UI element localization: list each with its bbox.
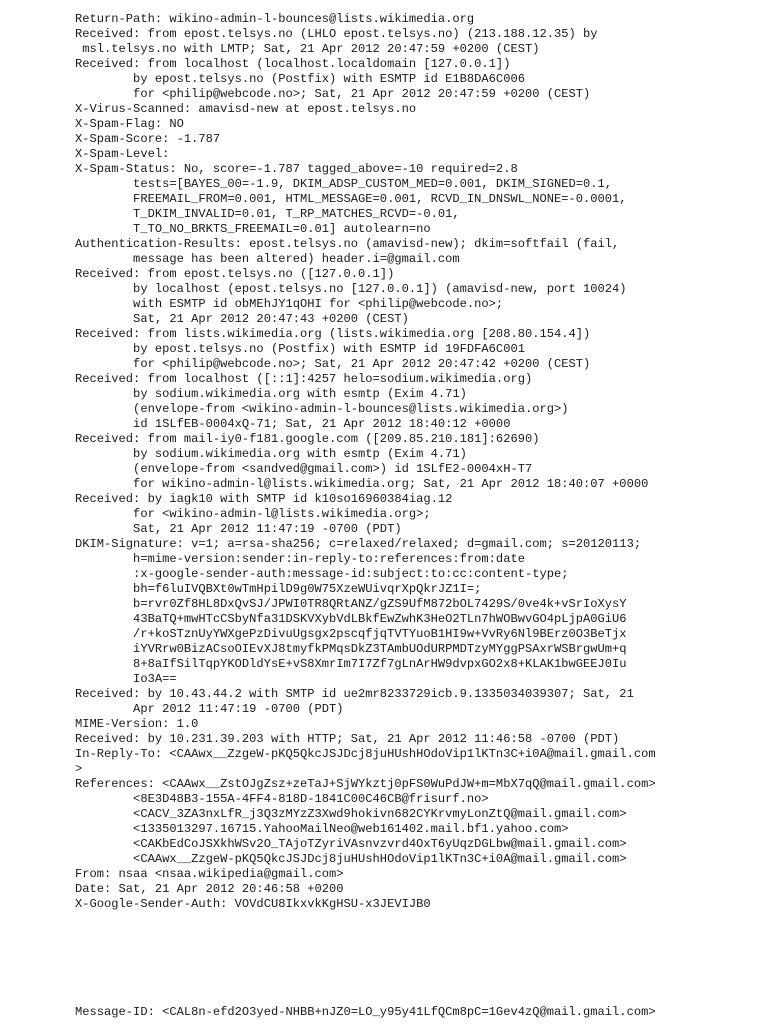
- header-line: References: <CAAwx__ZstOJgZsz+zeTaJ+SjWYkztj0pFS0WuPdJW+m=MbX7qQ@mail.gmail.com>: [75, 777, 656, 791]
- header-line: <1335013297.16715.YahooMailNeo@web161402.mail.bf1.yahoo.com>: [75, 822, 569, 836]
- header-line: >: [75, 762, 83, 776]
- header-line: Received: from localhost ([::1]:4257 helo=sodium.wikimedia.org): [75, 372, 533, 386]
- header-line: tests=[BAYES_00=-1.9, DKIM_ADSP_CUSTOM_MED=0.001, DKIM_SIGNED=0.1,: [75, 177, 613, 191]
- header-line: iYVRrw0BizACsoOIEvXJ8tmyfkPMqsDkZ3TAmbUOdURPMDTzyMYggPSAxrWSBrgwUm+q: [75, 642, 627, 656]
- header-line: b=rvr0Zf8HL8DxQvSJ/JPWI0TR8QRtANZ/gZS9UfM872bOL7429S/0ve4k+vSrIoXysY: [75, 597, 627, 611]
- header-line: 43BaTQ+mwHTcCSbyNfa31DSKVXybVdLBkfEwZwhK3HeO2TLn7hWOBwvGO4pLjpA0GiU6: [75, 612, 627, 626]
- header-line: Received: from epost.telsys.no ([127.0.0.1]): [75, 267, 395, 281]
- header-line: with ESMTP id obMEhJY1qOHI for <philip@webcode.no>;: [75, 297, 504, 311]
- header-line: Sat, 21 Apr 2012 11:47:19 -0700 (PDT): [75, 522, 402, 536]
- header-line: msl.telsys.no with LMTP; Sat, 21 Apr 2012 20:47:59 +0200 (CEST): [75, 42, 540, 56]
- header-line: for <wikino-admin-l@lists.wikimedia.org>;: [75, 507, 431, 521]
- header-line: Received: from mail-iy0-f181.google.com ([209.85.210.181]:62690): [75, 432, 540, 446]
- header-line: by epost.telsys.no (Postfix) with ESMTP id 19FDFA6C001: [75, 342, 525, 356]
- header-line: MIME-Version: 1.0: [75, 717, 199, 731]
- header-line: X-Virus-Scanned: amavisd-new at epost.telsys.no: [75, 102, 417, 116]
- header-line: Received: by iagk10 with SMTP id k10so16960384iag.12: [75, 492, 453, 506]
- header-line: Apr 2012 11:47:19 -0700 (PDT): [75, 702, 344, 716]
- header-line: Return-Path: wikino-admin-l-bounces@lists.wikimedia.org: [75, 12, 475, 26]
- email-headers: [75, 12, 765, 912]
- header-line: for <philip@webcode.no>; Sat, 21 Apr 2012 20:47:59 +0200 (CEST): [75, 87, 591, 101]
- header-line: DKIM-Signature: v=1; a=rsa-sha256; c=relaxed/relaxed; d=gmail.com; s=20120113;: [75, 537, 642, 551]
- header-line: by sodium.wikimedia.org with esmtp (Exim 4.71): [75, 387, 467, 401]
- header-line: T_TO_NO_BRKTS_FREEMAIL=0.01] autolearn=no: [75, 222, 431, 236]
- header-line: <CAAwx__ZzgeW-pKQ5QkcJSJDcj8juHUshHOdoVip1lKTn3C+i0A@mail.gmail.com>: [75, 852, 627, 866]
- header-line: by sodium.wikimedia.org with esmtp (Exim 4.71): [75, 447, 467, 461]
- header-line: <CACV_3ZA3nxLfR_j3Q3zMYzZ3Xwd9hokivn682CYKrvmyLonZtQ@mail.gmail.com>: [75, 807, 627, 821]
- header-line: message has been altered) header.i=@gmail.com: [75, 252, 460, 266]
- header-line: X-Spam-Level:: [75, 147, 170, 161]
- header-line: 8+8aIfSilTqpYKODldYsE+vS8XmrIm7I7Zf7gLnArHW9dvpxGO2x8+KLAK1bwGEEJ0Iu: [75, 657, 627, 671]
- header-line: X-Spam-Score: -1.787: [75, 132, 221, 146]
- header-line: Io3A==: [75, 672, 177, 686]
- header-line: by localhost (epost.telsys.no [127.0.0.1]) (amavisd-new, port 10024): [75, 282, 627, 296]
- header-line: Authentication-Results: epost.telsys.no (amavisd-new); dkim=softfail (fail,: [75, 237, 620, 251]
- header-line: Received: by 10.231.39.203 with HTTP; Sat, 21 Apr 2012 11:46:58 -0700 (PDT): [75, 732, 620, 746]
- message-id-line: Message-ID: <CAL8n-efd2O3yed-NHBB+nJZ0=LO_y95y41LfQCm8pC=1Gev4zQ@mail.gmail.com>: [75, 1005, 656, 1019]
- header-line: (envelope-from <sandved@gmail.com>) id 1SLfE2-0004xH-T7: [75, 462, 533, 476]
- header-line: (envelope-from <wikino-admin-l-bounces@lists.wikimedia.org>): [75, 402, 569, 416]
- header-line: by epost.telsys.no (Postfix) with ESMTP id E1B8DA6C006: [75, 72, 525, 86]
- header-line: X-Spam-Status: No, score=-1.787 tagged_above=-10 required=2.8: [75, 162, 518, 176]
- header-line: From: nsaa <nsaa.wikipedia@gmail.com>: [75, 867, 344, 881]
- header-line: In-Reply-To: <CAAwx__ZzgeW-pKQ5QkcJSJDcj8juHUshHOdoVip1lKTn3C+i0A@mail.gmail.com: [75, 747, 656, 761]
- header-line: X-Google-Sender-Auth: VOVdCU8IkxvkKgHSU-x3JEVIJB0: [75, 897, 431, 911]
- header-line: h=mime-version:sender:in-reply-to:references:from:date: [75, 552, 525, 566]
- header-line: T_DKIM_INVALID=0.01, T_RP_MATCHES_RCVD=-0.01,: [75, 207, 460, 221]
- header-line: for wikino-admin-l@lists.wikimedia.org; Sat, 21 Apr 2012 18:40:07 +0000: [75, 477, 649, 491]
- header-line: <8E3D48B3-155A-4FF4-818D-1841C00C46CB@frisurf.no>: [75, 792, 489, 806]
- header-line: Received: from lists.wikimedia.org (lists.wikimedia.org [208.80.154.4]): [75, 327, 591, 341]
- header-line: <CAKbEdCoJSXkhWSv2O_TAjoTZyriVAsnvzvrd4OxT6yUqzDGLbw@mail.gmail.com>: [75, 837, 627, 851]
- header-line: Received: by 10.43.44.2 with SMTP id ue2mr8233729icb.9.1335034039307; Sat, 21: [75, 687, 634, 701]
- header-line: /r+koSTznUyYWXgePzDivuUgsgx2pscqfjqTVTYuoB1HI9w+VvRy6Nl9BErz0O3BeTjx: [75, 627, 627, 641]
- header-line: Date: Sat, 21 Apr 2012 20:46:58 +0200: [75, 882, 344, 896]
- header-line: X-Spam-Flag: NO: [75, 117, 184, 131]
- header-line: Received: from epost.telsys.no (LHLO epost.telsys.no) (213.188.12.35) by: [75, 27, 598, 41]
- header-line: FREEMAIL_FROM=0.001, HTML_MESSAGE=0.001, RCVD_IN_DNSWL_NONE=-0.0001,: [75, 192, 627, 206]
- header-line: Received: from localhost (localhost.localdomain [127.0.0.1]): [75, 57, 511, 71]
- header-line: bh=f6luIVQBXt0wTmHpilD9g0W75XzeWUivqrXpQkrJZ1I=;: [75, 582, 482, 596]
- header-line: :x-google-sender-auth:message-id:subject:to:cc:content-type;: [75, 567, 569, 581]
- header-line: id 1SLfEB-0004xQ-71; Sat, 21 Apr 2012 18:40:12 +0000: [75, 417, 511, 431]
- header-line: for <philip@webcode.no>; Sat, 21 Apr 2012 20:47:42 +0200 (CEST): [75, 357, 591, 371]
- header-line: Sat, 21 Apr 2012 20:47:43 +0200 (CEST): [75, 312, 409, 326]
